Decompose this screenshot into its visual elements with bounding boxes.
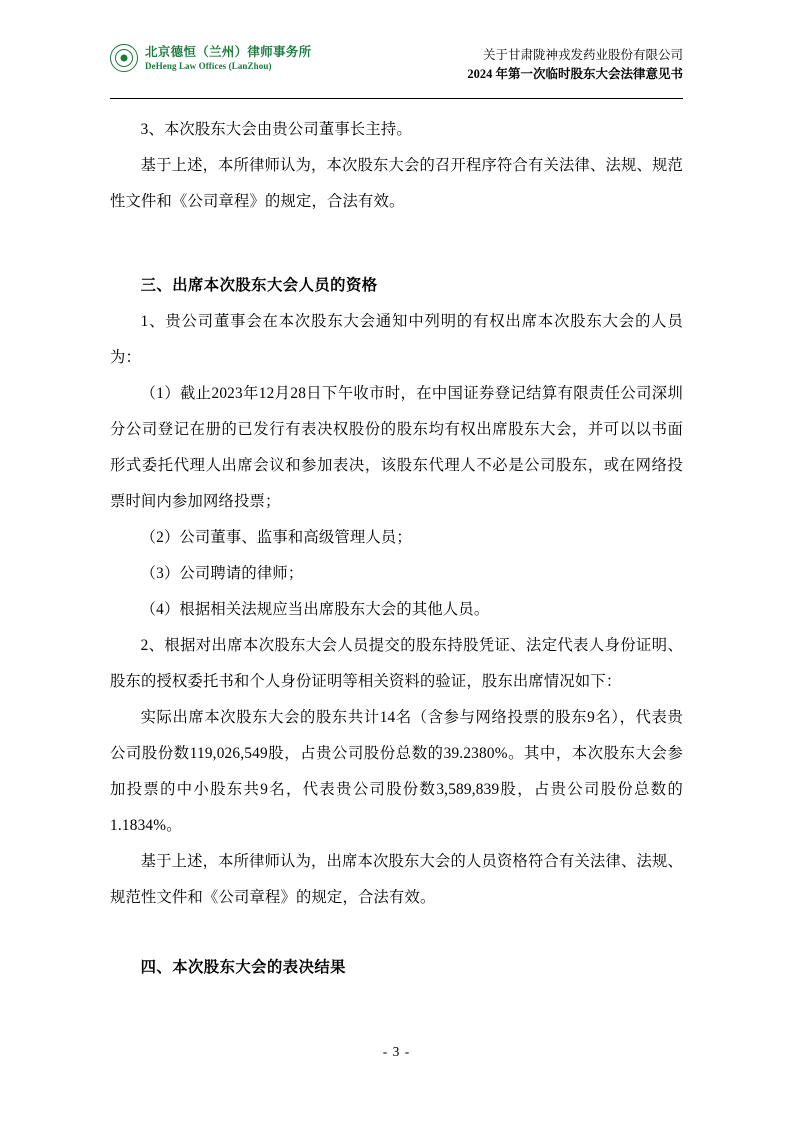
paragraph-attendance-stats: 实际出席本次股东大会的股东共计14名（含参与网络投票的股东9名），代表贵公司股份数119,026,549股，占贵公司股份总数的39.2380%。其中，本次股东大会参加投票的中小股东共9名，代表贵公司股份数3,589,839股，占贵公司股份总数的1.1834%。 (110, 709, 683, 834)
deheng-logo-icon (110, 44, 138, 72)
section-heading-three: 三、出席本次股东大会人员的资格 (140, 277, 378, 294)
paragraph-item-1-4: （4）根据相关法规应当出席股东大会的其他人员。 (140, 601, 490, 618)
paragraph-item-1-1: （1）截止2023年12月28日下午收市时，在中国证券登记结算有限责任公司深圳分公司登记在册的已发行有表决权股份的股东均有权出席股东大会，并可以以书面形式委托代理人出席会议和参加表决，该股东代理人不必是公司股东，或在网络投票时间内参加网络投票； (110, 385, 683, 510)
page-header (110, 44, 683, 96)
paragraph-conclusion-qualification: 基于上述，本所律师认为，出席本次股东大会的人员资格符合有关法律、法规、规范性文件和《公司章程》的规定，合法有效。 (110, 853, 683, 906)
page-footer (0, 1044, 793, 1060)
paragraph-item-1-2: （2）公司董事、监事和高级管理人员； (140, 529, 412, 546)
firm-name-en: DeHeng Law Offices (LanZhou) (145, 60, 272, 71)
firm-name (145, 45, 311, 71)
document-title-line2: 2024 年第一次临时股东大会法律意见书 (467, 67, 683, 82)
document-body (110, 112, 683, 986)
paragraph-item-1-3: （3）公司聘请的律师； (140, 565, 304, 582)
paragraph-item-1: 1、贵公司董事会在本次股东大会通知中列明的有权出席本次股东大会的人员为： (110, 313, 683, 366)
header-divider (110, 98, 683, 99)
section-heading-four: 四、本次股东大会的表决结果 (140, 959, 346, 976)
paragraph-item-3: 3、本次股东大会由贵公司董事长主持。 (140, 121, 412, 138)
document-title (467, 44, 683, 85)
paragraph-item-2: 2、根据对出席本次股东大会人员提交的股东持股凭证、法定代表人身份证明、股东的授权委托书和个人身份证明等相关资料的验证，股东出席情况如下： (110, 637, 683, 690)
firm-logo (110, 44, 311, 72)
firm-name-cn: 北京德恒（兰州）律师事务所 (145, 45, 312, 60)
paragraph-conclusion-procedure: 基于上述，本所律师认为，本次股东大会的召开程序符合有关法律、法规、规范性文件和《公司章程》的规定，合法有效。 (110, 157, 683, 210)
document-title-line1: 关于甘肃陇神戎发药业股份有限公司 (482, 48, 683, 62)
page-number: - 3 - (382, 1044, 411, 1059)
